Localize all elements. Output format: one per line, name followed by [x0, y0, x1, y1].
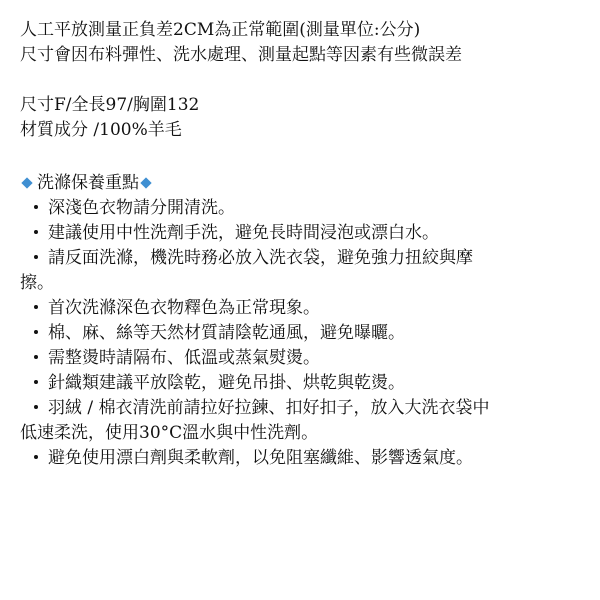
bullet-icon: [34, 355, 38, 359]
list-item: [20, 221, 590, 246]
measurement-note: 人工平放測量正負差2CM為正常範圍(測量單位:公分): [20, 20, 421, 40]
list-item-text: 首次洗滌深色衣物釋色為正常現象。: [48, 298, 320, 318]
care-heading-label: 洗滌保養重點: [37, 173, 139, 193]
diamond-icon: [140, 177, 151, 188]
list-item-text: 建議使用中性洗劑手洗，避免長時間浸泡或漂白水。: [48, 223, 439, 243]
bullet-icon: [34, 330, 38, 334]
bullet-icon: [34, 255, 38, 259]
care-list: [20, 196, 590, 471]
list-item-text: 需整燙時請隔布、低溫或蒸氣熨燙。: [48, 348, 320, 368]
bullet-icon: [34, 455, 38, 459]
material-spec: 材質成分 /100%羊毛: [20, 120, 182, 140]
diamond-icon: [21, 177, 32, 188]
list-item: [20, 246, 590, 296]
bullet-icon: [34, 230, 38, 234]
list-item: [20, 371, 590, 396]
product-care-info: [20, 18, 590, 471]
bullet-icon: [34, 405, 38, 409]
list-item: [20, 446, 590, 471]
list-item-text: 請反面洗滌，機洗時務必放入洗衣袋，避免強力扭絞與摩: [48, 248, 473, 268]
list-item-text: 避免使用漂白劑與柔軟劑，以免阻塞纖維、影響透氣度。: [48, 448, 473, 468]
list-item-text: 羽絨 / 棉衣清洗前請拉好拉鍊、扣好扣子，放入大洗衣袋中: [48, 398, 490, 418]
bullet-icon: [34, 380, 38, 384]
list-item: [20, 296, 590, 321]
list-item: [20, 321, 590, 346]
list-item-continuation: 低速柔洗，使用30°C溫水與中性洗劑。: [20, 423, 319, 443]
bullet-icon: [34, 205, 38, 209]
list-item-text: 棉、麻、絲等天然材質請陰乾通風，避免曝曬。: [48, 323, 405, 343]
list-item-continuation: 擦。: [20, 273, 54, 293]
list-item-text: 深淺色衣物請分開清洗。: [48, 198, 235, 218]
list-item: [20, 396, 590, 446]
tolerance-note: 尺寸會因布料彈性、洗水處理、測量起點等因素有些微誤差: [20, 45, 462, 65]
spacer: [20, 68, 590, 93]
bullet-icon: [34, 305, 38, 309]
list-item: [20, 346, 590, 371]
list-item: [20, 196, 590, 221]
list-item-text: 針織類建議平放陰乾，避免吊掛、烘乾與乾燙。: [48, 373, 405, 393]
care-heading: [20, 171, 590, 196]
size-spec: 尺寸F/全長97/胸圍132: [20, 95, 200, 115]
